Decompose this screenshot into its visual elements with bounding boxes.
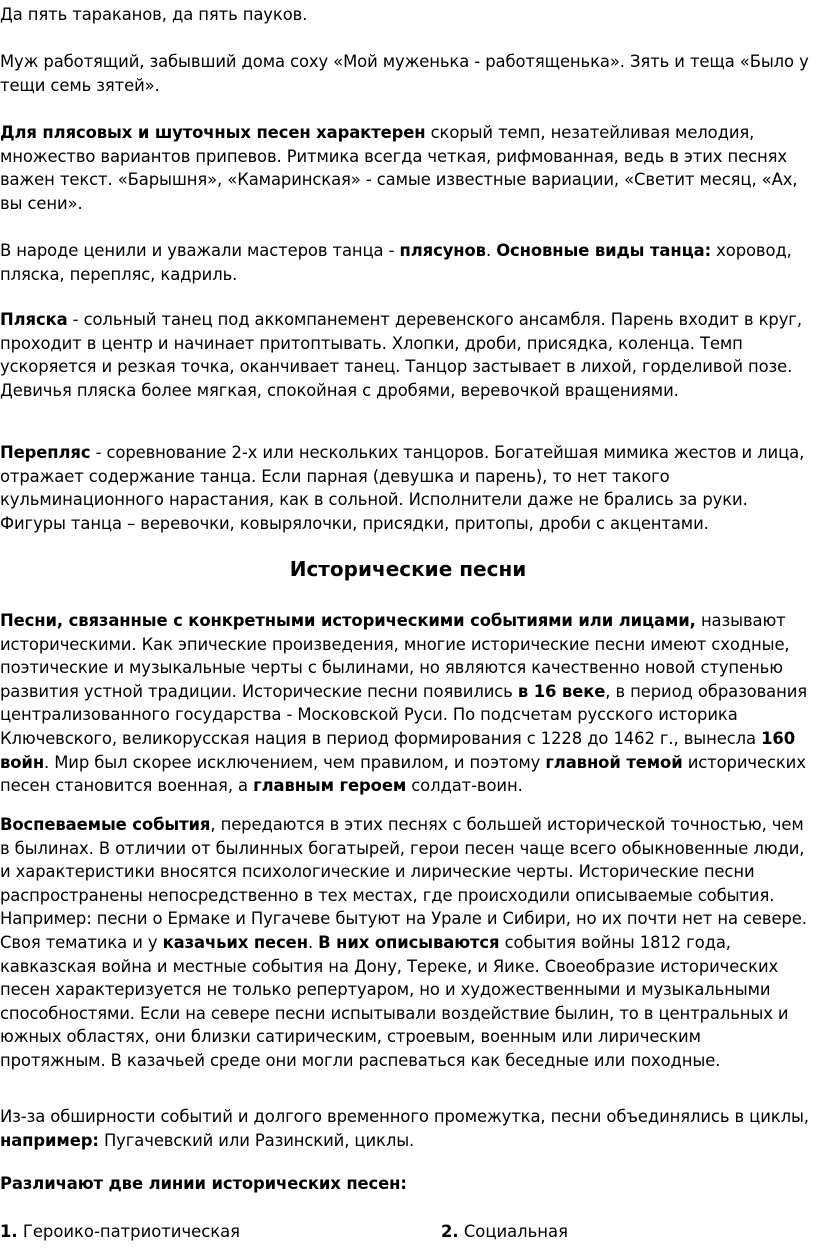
section-heading: Исторические песни xyxy=(289,557,527,581)
paragraph-historical-songs: Песни, связанные с конкретными историческими событиями или лицами, называют историческими. Как эпические произведения, многие исторические песни имеют сходные, поэтические и музыкальные черты с былинами, но являются качественно новой ступенью развития устной традиции. Исторические песни появились в 16 веке, в период образования централизованного государства - Московской Руси. По подсчетам русского историка Ключевского, великорусская нация в период формирования с 1228 до 1462 г., вынесла 160 войн. Мир был скорее исключением, чем правилом, и поэтому главной темой исторических песен становится военная, а главным героем солдат-воин. xyxy=(0,611,808,796)
paragraph-two-lines: Различают две линии исторических песен: xyxy=(0,1174,407,1193)
paragraph-intro-line: Да пять тараканов, да пять пауков. xyxy=(0,5,308,24)
paragraph-husband: Муж работящий, забывший дома соху «Мой муженька - работященька». Зять и теща «Было у тещи семь зятей». xyxy=(0,52,809,95)
paragraph-cycles: Из-за обширности событий и долгого временного промежутка, песни объединялись в циклы, например: Пугачевский или Разинский, циклы. xyxy=(0,1107,809,1150)
list-label: Социальная xyxy=(458,1222,568,1241)
paragraph-dancers: В народе ценили и уважали мастеров танца - плясунов. Основные виды танца: хоровод, пляска, перепляс, кадриль. xyxy=(0,241,792,284)
paragraph-events: Воспеваемые события, передаются в этих песнях с большей исторической точностью, чем в былинах. В отличии от былинных богатырей, герои песен чаще всего обыкновенные люди, и характеристики вносятся психологические и лирические черты. Исторические песни распространены непосредственно в тех местах, где происходили описываемые события. Например: песни о Ермаке и Пугачеве бытуют на Урале и Сибири, но их почти нет на севере. Своя тематика и у казачьих песен. В них описываются события войны 1812 года, кавказская война и местные события на Дону, Тереке, и Яике. Своеобразие исторических песен характеризуется не только репертуаром, но и художественными и музыкальными способностями. Если на севере песни испытывали воздействие былин, то в центральных и южных областях, они близки сатирическим, строевым, военным или лирическим протяжным. В казачьей среде они могли распеваться как беседные или походные. xyxy=(0,815,807,1070)
list-label: Героико-патриотическая xyxy=(17,1222,241,1241)
list-number: 1. xyxy=(0,1222,18,1241)
paragraph-dance-songs: Для плясовых и шуточных песен характерен скорый темп, незатейливая мелодия, множество вариантов припевов. Ритмика всегда четкая, рифмованная, ведь в этих песнях важен текст. «Барышня», «Камаринская» - самые известные вариации, «Светит месяц, «Ах, вы сени». xyxy=(0,123,798,213)
list-item xyxy=(441,1220,568,1244)
list-number: 2. xyxy=(441,1222,459,1241)
list-item xyxy=(0,1220,240,1244)
paragraph-plyaska: Пляска - сольный танец под аккомпанемент деревенского ансамбля. Парень входит в круг, проходит в центр и начинает притоптывать. Хлопки, дроби, присядка, коленца. Темп ускоряется и резкая точка, оканчивает танец. Танцор застывает в лихой, горделивой позе. Девичья пляска более мягкая, спокойная с дробями, веревочкой вращениями. xyxy=(0,310,802,400)
paragraph-pereplyas: Перепляс - соревнование 2-х или нескольких танцоров. Богатейшая мимика жестов и лица, отражает содержание танца. Если парная (девушка и парень), то нет такого кульминационного нарастания, как в сольной. Исполнители даже не брались за руки. Фигуры танца – веревочки, ковырялочки, присядки, притопы, дроби с акцентами. xyxy=(0,443,805,533)
